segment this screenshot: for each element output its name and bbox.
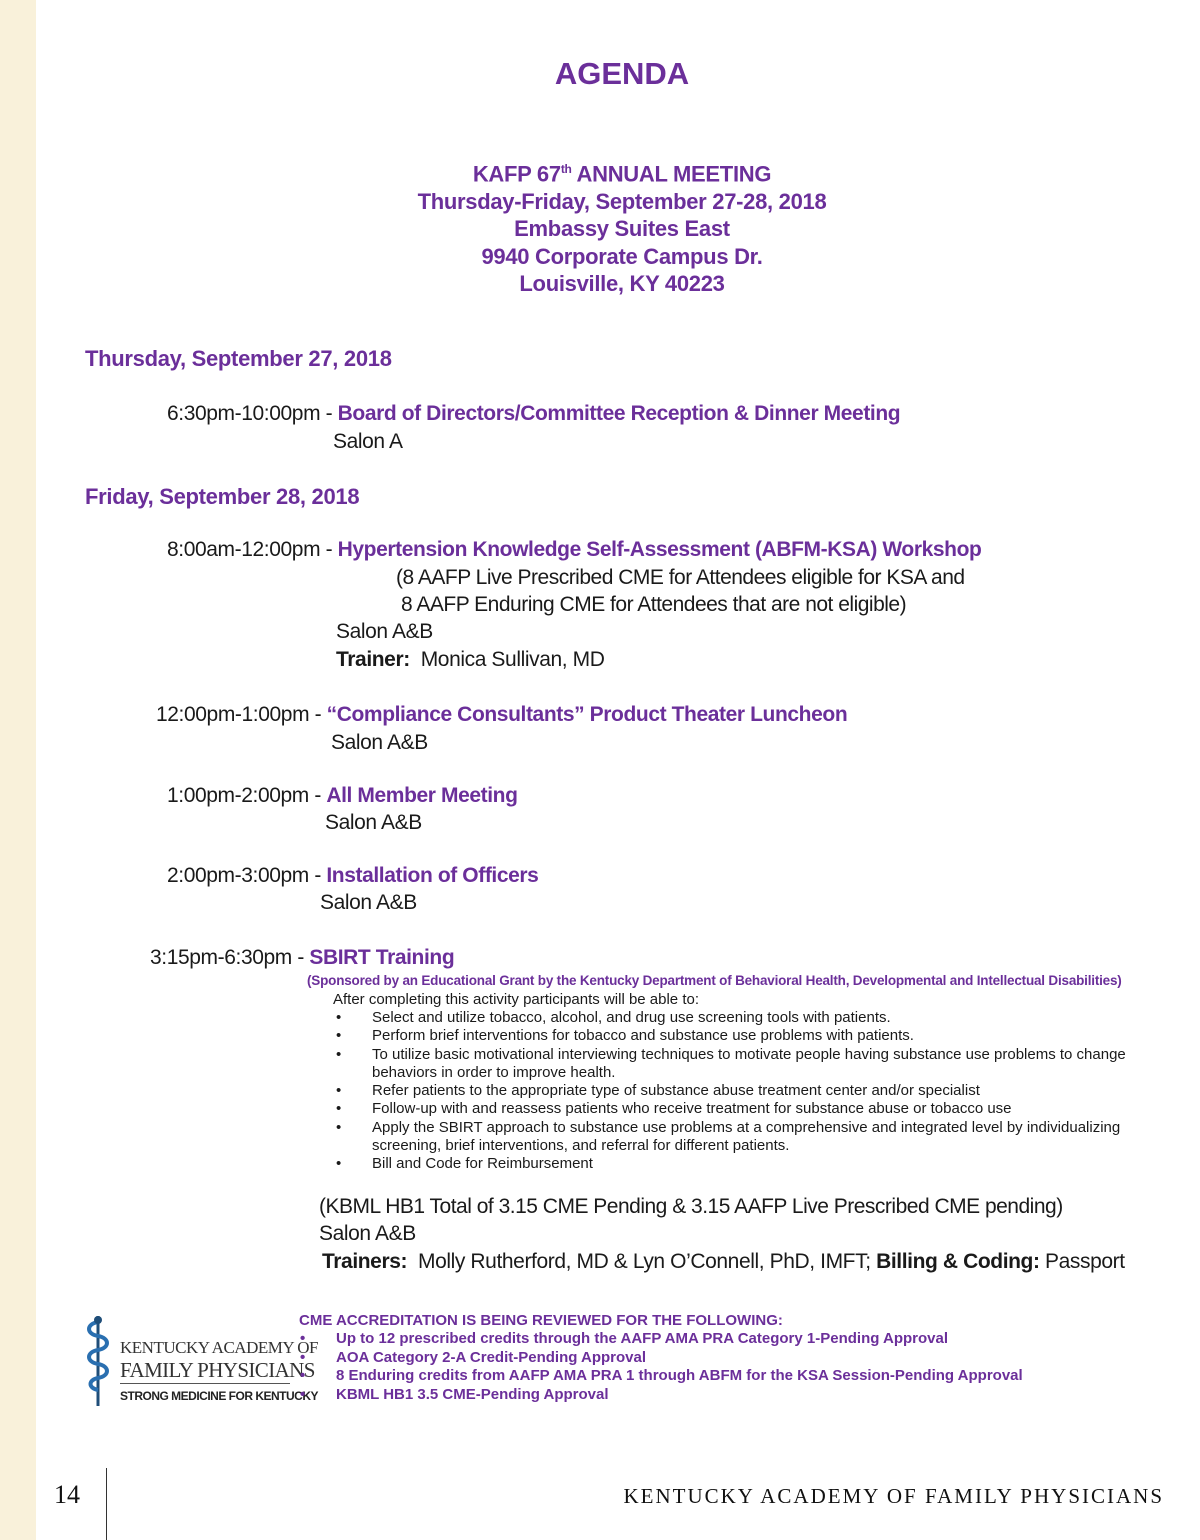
event-location: Salon A&B — [319, 1222, 416, 1245]
event-credit-note: (KBML HB1 Total of 3.15 CME Pending & 3.15 AAFP Live Prescribed CME pending) — [319, 1195, 1063, 1218]
list-item: • Apply the SBIRT approach to substance use problems at a comprehensive and integrated level by individualizing screening, brief interventions, and referral for different patients. — [334, 1119, 1134, 1156]
event-time: 8:00am-12:00pm - — [167, 538, 338, 561]
event-location: Salon A&B — [336, 620, 433, 643]
event-time: 2:00pm-3:00pm - — [167, 864, 327, 887]
page-number: 14 — [54, 1480, 80, 1509]
meeting-city: Louisville, KY 40223 — [519, 271, 725, 297]
list-item: • Perform brief interventions for tobacco and substance use problems with patients. — [334, 1027, 1134, 1045]
event-title: “Compliance Consultants” Product Theater Luncheon — [326, 703, 848, 726]
trainer-name: Monica Sullivan, MD — [409, 648, 605, 671]
page-title: AGENDA — [554, 56, 690, 91]
agenda-item — [167, 864, 538, 888]
kafp-logo — [84, 1312, 319, 1408]
logo-tagline: STRONG MEDICINE FOR KENTUCKY — [120, 1389, 319, 1403]
event-location: Salon A — [333, 430, 403, 453]
event-title: All Member Meeting — [326, 784, 518, 807]
page-margin-strip — [0, 0, 36, 1540]
objectives-list — [334, 1009, 1134, 1174]
logo-line-1: KENTUCKY ACADEMY OF — [120, 1338, 318, 1357]
objectives-intro: After completing this activity participants will be able to: — [333, 991, 699, 1008]
list-item: • Select and utilize tobacco, alcohol, and drug use screening tools with patients. — [334, 1009, 1134, 1027]
footer-title: KENTUCKY ACADEMY OF FAMILY PHYSICIANS — [623, 1484, 1164, 1508]
event-location: Salon A&B — [320, 891, 417, 914]
list-item: • KBML HB1 3.5 CME-Pending Approval — [298, 1386, 1023, 1405]
logo-line-2: FAMILY PHYSICIANS — [120, 1358, 315, 1382]
trainers-label: Trainers: — [322, 1250, 408, 1273]
event-credit-note: 8 AAFP Enduring CME for Attendees that are not eligible) — [401, 593, 907, 616]
event-time: 3:15pm-6:30pm - — [150, 946, 310, 969]
list-item: • AOA Category 2-A Credit-Pending Approval — [298, 1349, 1023, 1368]
list-item: • To utilize basic motivational interviewing techniques to motivate people having substance use problems to change behaviors in order to improve health. — [334, 1046, 1134, 1083]
event-sponsor: (Sponsored by an Educational Grant by the Kentucky Department of Behavioral Health, Developmental and Intellectual Disabilities) — [307, 973, 1122, 988]
event-location: Salon A&B — [331, 731, 428, 754]
event-trainer — [336, 648, 605, 672]
meeting-venue: Embassy Suites East — [514, 216, 730, 242]
footer-divider — [106, 1468, 107, 1540]
cme-heading: CME ACCREDITATION IS BEING REVIEWED FOR THE FOLLOWING: — [299, 1312, 783, 1329]
meeting-dates: Thursday-Friday, September 27-28, 2018 — [417, 188, 827, 214]
agenda-item — [167, 538, 981, 562]
event-credit-note: (8 AAFP Live Prescribed CME for Attendees eligible for KSA and — [396, 566, 965, 589]
event-title: Hypertension Knowledge Self-Assessment (ABFM-KSA) Workshop — [337, 538, 982, 561]
event-time: 12:00pm-1:00pm - — [156, 703, 327, 726]
agenda-item — [167, 402, 900, 426]
event-title: Board of Directors/Committee Reception & Dinner Meeting — [337, 402, 901, 425]
meeting-name: KAFP 67th ANNUAL MEETING — [472, 161, 772, 187]
list-item: • Follow-up with and reassess patients who receive treatment for substance abuse or tobacco use — [334, 1100, 1134, 1118]
agenda-item — [167, 784, 518, 808]
day-heading-thursday: Thursday, September 27, 2018 — [85, 346, 392, 371]
list-item: • Up to 12 prescribed credits through the AAFP AMA PRA Category 1-Pending Approval — [298, 1330, 1023, 1349]
event-location: Salon A&B — [325, 811, 422, 834]
event-title: Installation of Officers — [326, 864, 539, 887]
caduceus-icon — [84, 1312, 114, 1408]
agenda-item — [150, 946, 454, 970]
day-heading-friday: Friday, September 28, 2018 — [85, 484, 360, 509]
list-item: • 8 Enduring credits from AAFP AMA PRA 1 through ABFM for the KSA Session-Pending Approval — [298, 1367, 1023, 1386]
meeting-header — [44, 156, 1200, 298]
cme-list — [298, 1330, 1023, 1405]
logo-divider — [120, 1383, 290, 1384]
billing-label: Billing & Coding: — [876, 1250, 1040, 1273]
event-time: 6:30pm-10:00pm - — [167, 402, 338, 425]
event-trainers — [322, 1250, 1125, 1274]
list-item: • Bill and Code for Reimbursement — [334, 1155, 1134, 1173]
trainers-names: Molly Rutherford, MD & Lyn O’Connell, PhD, IMFT; — [407, 1250, 877, 1273]
agenda-item — [156, 703, 847, 727]
trainer-label: Trainer: — [336, 648, 410, 671]
meeting-address: 9940 Corporate Campus Dr. — [481, 243, 763, 269]
event-time: 1:00pm-2:00pm - — [167, 784, 327, 807]
billing-value: Passport — [1039, 1250, 1125, 1273]
list-item: • Refer patients to the appropriate type of substance abuse treatment center and/or specialist — [334, 1082, 1134, 1100]
event-title: SBIRT Training — [309, 946, 455, 969]
